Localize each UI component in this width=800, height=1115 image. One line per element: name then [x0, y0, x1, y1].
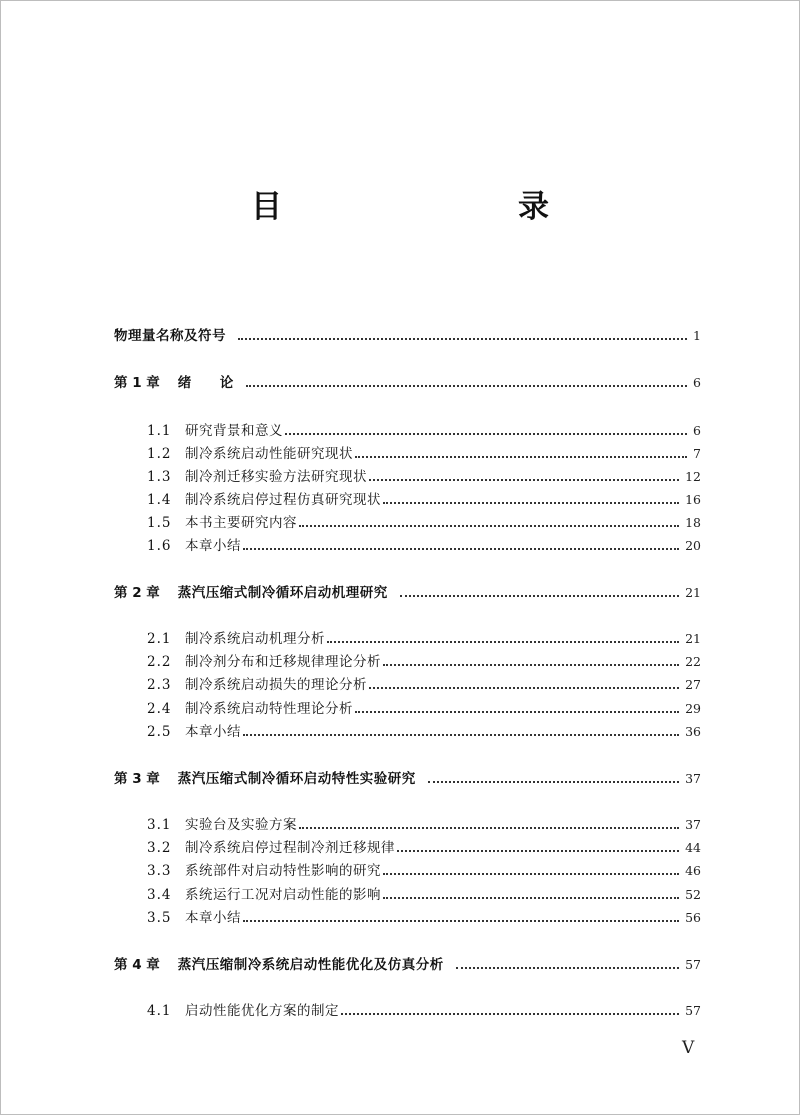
toc-entry-section[interactable] — [147, 721, 701, 743]
entry-title: 绪 论 — [177, 375, 234, 391]
section-number: 1.6 — [147, 538, 172, 554]
entry-page: 36 — [685, 724, 701, 739]
toc-entry-section[interactable] — [147, 814, 701, 836]
toc-entry-section[interactable] — [147, 884, 701, 906]
toc-entry-chapter-2[interactable] — [114, 582, 701, 604]
toc-entry-section[interactable] — [147, 443, 701, 465]
entry-page: 21 — [685, 585, 701, 600]
chapter-number: 第 4 章 — [114, 957, 160, 973]
chapter-number: 第 1 章 — [114, 375, 160, 391]
section-number: 1.4 — [147, 492, 172, 508]
entry-page: 22 — [685, 654, 701, 669]
entry-title: 系统部件对启动特性影响的研究 — [185, 863, 381, 879]
toc-entry-section[interactable] — [147, 1000, 701, 1022]
leader-dots — [341, 1012, 679, 1015]
entry-page: 6 — [693, 423, 701, 438]
entry-title: 蒸汽压缩式制冷循环启动特性实验研究 — [177, 771, 416, 787]
leader-dots — [355, 710, 679, 713]
toc-entry-section[interactable] — [147, 466, 701, 488]
chapter-number: 第 2 章 — [114, 585, 160, 601]
entry-page: 1 — [693, 328, 701, 343]
leader-dots — [327, 640, 679, 643]
toc-entry-section[interactable] — [147, 837, 701, 859]
leader-dots — [243, 733, 679, 736]
leader-dots — [355, 455, 687, 458]
toc-entry-section[interactable] — [147, 535, 701, 557]
entry-title: 实验台及实验方案 — [185, 817, 297, 833]
entry-title: 蒸汽压缩式制冷循环启动机理研究 — [177, 585, 388, 601]
toc-entry-section[interactable] — [147, 907, 701, 929]
entry-title: 制冷系统启动机理分析 — [185, 631, 325, 647]
section-number: 1.1 — [147, 423, 172, 439]
leader-dots — [456, 966, 679, 969]
entry-title: 本章小结 — [185, 910, 241, 926]
entry-title: 本章小结 — [185, 538, 241, 554]
section-number: 3.2 — [147, 840, 172, 856]
entry-title: 研究背景和意义 — [185, 423, 283, 439]
page-folio: V — [682, 1038, 695, 1058]
leader-dots — [369, 686, 679, 689]
entry-page: 52 — [685, 887, 701, 902]
section-number: 2.1 — [147, 631, 172, 647]
entry-title: 本书主要研究内容 — [185, 515, 297, 531]
entry-title: 蒸汽压缩制冷系统启动性能优化及仿真分析 — [177, 957, 444, 973]
entry-title: 系统运行工况对启动性能的影响 — [185, 887, 381, 903]
leader-dots — [369, 478, 679, 481]
entry-title: 制冷系统启动损失的理论分析 — [185, 677, 367, 693]
entry-page: 21 — [685, 631, 701, 646]
entry-page: 56 — [685, 910, 701, 925]
entry-title: 本章小结 — [185, 724, 241, 740]
entry-title: 物理量名称及符号 — [114, 328, 226, 344]
toc-entry-front-matter[interactable] — [114, 325, 701, 347]
toc-entry-section[interactable] — [147, 489, 701, 511]
leader-dots — [246, 384, 687, 387]
leader-dots — [285, 432, 687, 435]
toc-entry-section[interactable] — [147, 674, 701, 696]
toc-entry-section[interactable] — [147, 860, 701, 882]
entry-title: 制冷剂迁移实验方法研究现状 — [185, 469, 367, 485]
chapter-number: 第 3 章 — [114, 771, 160, 787]
entry-page: 16 — [685, 492, 701, 507]
section-number: 2.3 — [147, 677, 172, 693]
toc-entry-chapter-4[interactable] — [114, 954, 701, 976]
section-number: 4.1 — [147, 1003, 172, 1019]
leader-dots — [299, 826, 679, 829]
leader-dots — [383, 872, 679, 875]
page-title: 目 录 — [251, 189, 607, 225]
entry-title: 制冷剂分布和迁移规律理论分析 — [185, 654, 381, 670]
section-number: 3.4 — [147, 887, 172, 903]
section-number: 2.2 — [147, 654, 172, 670]
leader-dots — [383, 501, 679, 504]
section-number: 1.2 — [147, 446, 172, 462]
section-number: 1.5 — [147, 515, 172, 531]
leader-dots — [383, 663, 679, 666]
entry-page: 57 — [685, 1003, 701, 1018]
entry-page: 7 — [693, 446, 701, 461]
section-number: 2.4 — [147, 701, 172, 717]
toc-entry-section[interactable] — [147, 512, 701, 534]
section-number: 3.5 — [147, 910, 172, 926]
toc-entry-section[interactable] — [147, 698, 701, 720]
toc-entry-section[interactable] — [147, 628, 701, 650]
entry-page: 27 — [685, 677, 701, 692]
leader-dots — [428, 780, 679, 783]
toc-entry-section[interactable] — [147, 651, 701, 673]
leader-dots — [400, 594, 679, 597]
entry-page: 12 — [685, 469, 701, 484]
entry-page: 6 — [693, 375, 701, 390]
entry-page: 44 — [685, 840, 701, 855]
leader-dots — [397, 849, 679, 852]
section-number: 2.5 — [147, 724, 172, 740]
entry-title: 制冷系统启动性能研究现状 — [185, 446, 353, 462]
entry-page: 29 — [685, 701, 701, 716]
entry-page: 37 — [685, 771, 701, 786]
section-number: 1.3 — [147, 469, 172, 485]
toc-entry-chapter-3[interactable] — [114, 768, 701, 790]
entry-page: 57 — [685, 957, 701, 972]
entry-title: 制冷系统启动特性理论分析 — [185, 701, 353, 717]
entry-page: 37 — [685, 817, 701, 832]
entry-title: 启动性能优化方案的制定 — [185, 1003, 339, 1019]
leader-dots — [238, 337, 687, 340]
entry-page: 46 — [685, 863, 701, 878]
toc-entry-chapter-1[interactable] — [114, 372, 701, 394]
leader-dots — [383, 896, 679, 899]
entry-page: 18 — [685, 515, 701, 530]
leader-dots — [299, 524, 679, 527]
section-number: 3.3 — [147, 863, 172, 879]
toc-entry-section[interactable] — [147, 420, 701, 442]
entry-page: 20 — [685, 538, 701, 553]
leader-dots — [243, 547, 679, 550]
leader-dots — [243, 919, 679, 922]
entry-title: 制冷系统启停过程制冷剂迁移规律 — [185, 840, 395, 856]
entry-title: 制冷系统启停过程仿真研究现状 — [185, 492, 381, 508]
section-number: 3.1 — [147, 817, 172, 833]
